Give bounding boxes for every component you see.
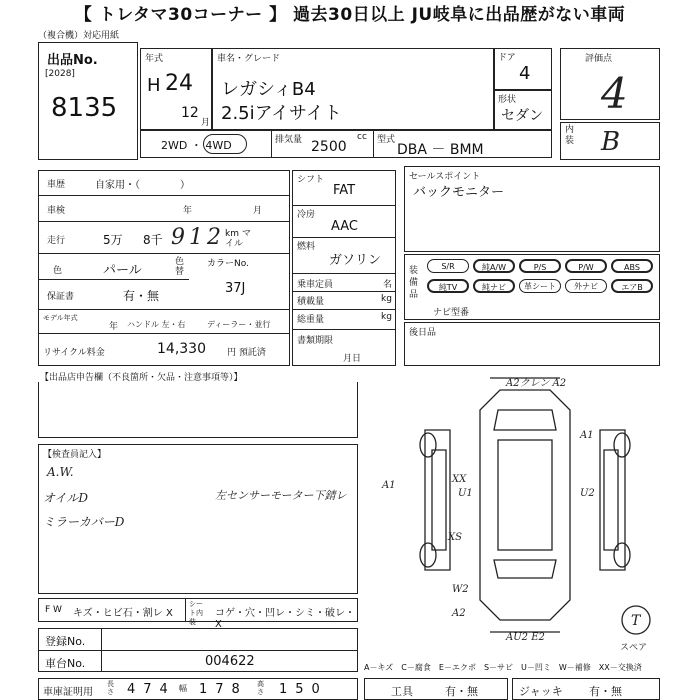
model-year-dealer: ディーラー・並行	[207, 320, 271, 329]
equipment-item: S/R	[427, 259, 469, 273]
damage-legend: A－キズ C－腐食 E－エクボ S－サビ U－凹ミ W－補修 XX－交換済	[364, 663, 642, 672]
equipment-item: P/W	[565, 259, 607, 273]
model-name: レガシィB4	[221, 79, 316, 100]
equipment-box	[404, 254, 660, 320]
sales-point-box	[404, 166, 660, 252]
model-grade: 2.5iアイサイト	[221, 103, 342, 124]
height-value: 150	[279, 682, 328, 697]
tools-box	[364, 678, 508, 700]
fuel-label: 燃料	[297, 242, 316, 252]
lot-number: 8135	[51, 93, 118, 123]
year-box	[140, 48, 212, 130]
wheel-rr	[614, 543, 630, 567]
body-value: セダン	[501, 108, 544, 124]
inspector-box	[38, 444, 358, 594]
jack-label: ジャッキ	[519, 685, 563, 698]
sales-point-label: セールスポイント	[409, 172, 481, 182]
inspector-note-1: A.W.	[47, 465, 74, 479]
warranty-value: 有・無	[123, 289, 160, 303]
body-box	[494, 90, 552, 130]
model-year-handle: ハンドル 左・右	[127, 320, 186, 329]
ac-value: AAC	[331, 219, 358, 234]
interior-label: 内装	[565, 125, 575, 146]
height-label: 高さ	[257, 680, 264, 696]
doors-value: 4	[519, 63, 531, 84]
tools-label: 工具	[391, 685, 413, 698]
equipment-item: 純TV	[427, 279, 469, 293]
wheel-rl	[420, 543, 436, 567]
wheel-fl	[420, 433, 436, 457]
fw-row	[38, 598, 358, 630]
interior-box	[560, 122, 660, 160]
history-label: 車歴	[47, 180, 66, 190]
model-code-label: 型式	[377, 135, 396, 145]
jack-box	[512, 678, 660, 700]
shift-value: FAT	[333, 183, 356, 198]
car-rear-window	[494, 560, 556, 578]
model-year-label: モデル年式	[43, 314, 78, 322]
inspection-label: 車検	[47, 206, 66, 216]
length-value: 474	[127, 682, 176, 697]
model-label: 車名・グレード	[217, 54, 281, 64]
inspector-note-2: オイルD	[43, 491, 89, 505]
inspection-month: 月	[253, 206, 263, 216]
equipment-item: P/S	[519, 259, 561, 273]
mark-a1-right: A1	[580, 430, 594, 441]
nav-label: ナビ型番	[433, 308, 470, 318]
equipment-item: 革シート	[519, 279, 561, 293]
equipment-item: 純A/W	[473, 259, 515, 273]
shift-label: シフト	[297, 175, 325, 185]
mileage-man: 5万	[103, 233, 123, 247]
inspector-label: 【検査員記入】	[43, 450, 107, 460]
year-month: 12	[181, 105, 199, 121]
displacement-value: 2500	[311, 139, 347, 155]
color-change: 色替	[175, 257, 185, 277]
weight-label: 総重量	[297, 315, 325, 325]
mark-u2: U2	[580, 488, 595, 499]
weight-unit: kg	[381, 312, 392, 322]
mileage-hand-value: 912	[171, 225, 225, 250]
tools-value: 有・無	[445, 685, 478, 698]
capacity-unit: 名	[383, 280, 393, 290]
doors-box	[494, 48, 552, 90]
mark-a1-left: A1	[382, 480, 396, 491]
mark-a2-bottom: A2	[452, 608, 466, 619]
mark-xs: XS	[448, 532, 462, 543]
mark-bottom: AU2 E2	[506, 632, 545, 643]
middle-info-table	[292, 170, 396, 366]
equipment-label: 装備品	[409, 266, 419, 300]
mark-u1: U1	[458, 488, 473, 499]
doors-label: ドア	[498, 53, 516, 63]
dimension-row	[38, 678, 358, 700]
equipment-item: ABS	[611, 259, 653, 273]
jack-value: 有・無	[589, 685, 622, 698]
wheel-fr	[614, 433, 630, 457]
seat-items: コゲ・穴・凹レ・シミ・破レ・X	[215, 608, 355, 630]
year-value: 24	[165, 71, 193, 96]
mileage-label: 走行	[47, 236, 66, 246]
displacement-unit: cc	[357, 132, 367, 142]
subheader: （複合機）対応用紙	[38, 31, 120, 41]
mark-top: A2クレン A2	[506, 378, 567, 389]
car-windshield	[494, 410, 556, 430]
fw-items: キズ・ヒビ石・割レ X	[73, 608, 173, 619]
inspection-year: 年	[183, 206, 193, 216]
seller-note-box	[38, 382, 358, 438]
ac-label: 冷房	[297, 210, 316, 220]
year-label: 年式	[145, 54, 164, 64]
banner-title: 【 トレタマ30コーナー 】 過去30日以上 JU岐阜に出品歴がない車両	[0, 0, 700, 30]
inspector-right-note: 左センサーモーター下錆レ	[215, 489, 347, 502]
color-label: 色	[53, 266, 63, 276]
score-box	[560, 48, 660, 120]
drive-selected-circle	[203, 134, 247, 154]
score-label: 評価点	[585, 54, 613, 64]
width-label: 幅	[179, 684, 187, 693]
mark-w2: W2	[452, 584, 469, 595]
docs-unit: 月日	[343, 354, 362, 364]
score-value: 4	[601, 69, 628, 118]
seller-note-label: 【出品店申告欄（不良箇所・欠品・注意事項等）】	[40, 373, 243, 383]
aftermarket-box	[404, 322, 660, 366]
length-label: 長さ	[107, 680, 114, 696]
left-info-table	[38, 170, 290, 366]
color-value: パール	[103, 263, 142, 278]
car-roof	[498, 440, 552, 550]
interior-value: B	[601, 127, 621, 157]
equipment-item: 純ナビ	[473, 279, 515, 293]
drive-row	[140, 130, 552, 158]
load-label: 積載量	[297, 297, 325, 307]
mileage-sen: 8千	[143, 233, 163, 247]
equipment-item: 外ナビ	[565, 279, 607, 293]
docs-label: 書類期限	[297, 336, 334, 346]
capacity-label: 乗車定員	[297, 280, 334, 290]
model-code-value: DBA － BMM	[397, 142, 484, 158]
car-body-outline	[480, 390, 570, 620]
color-code-label: カラーNo.	[207, 259, 249, 269]
recycle-value: 14,330	[157, 341, 206, 357]
recycle-label: リサイクル料金	[43, 348, 105, 358]
car-diagram	[380, 370, 680, 660]
year-era: H	[147, 75, 161, 96]
seat-label: シート内装	[189, 600, 203, 626]
mark-t: T	[631, 613, 641, 629]
warranty-label: 保証書	[47, 292, 75, 302]
chassis-value: 004622	[205, 654, 255, 669]
model-year-year: 年	[109, 322, 119, 332]
model-box	[212, 48, 494, 130]
chassis-label: 車台No.	[45, 657, 86, 670]
history-value: 自家用・（ ）	[95, 180, 190, 191]
sales-point-value: バックモニター	[413, 185, 505, 200]
aftermarket-label: 後日品	[409, 328, 437, 338]
spare-label: スペア	[620, 643, 648, 653]
mileage-unit: km マイル	[225, 229, 251, 249]
mark-xx: XX	[452, 474, 467, 485]
recycle-unit: 円 預託済	[227, 348, 266, 358]
year-month-unit: 月	[201, 118, 211, 128]
load-unit: kg	[381, 294, 392, 304]
equipment-item: エアB	[611, 279, 653, 293]
lot-box	[38, 42, 138, 160]
lot-tag: [2028]	[45, 69, 75, 79]
displacement-label: 排気量	[275, 135, 303, 145]
reg-box	[38, 628, 358, 672]
fw-label: F W	[45, 605, 62, 615]
fuel-value: ガソリン	[329, 253, 382, 268]
color-code: 37J	[225, 281, 246, 296]
drive-options: 2WD ・ 4WD	[161, 139, 232, 152]
reg-label: 登録No.	[45, 635, 86, 648]
dimension-label: 車庫証明用	[43, 687, 93, 698]
width-value: 178	[199, 682, 248, 697]
inspector-note-3: ミラーカバーD	[43, 515, 125, 529]
body-label: 形状	[498, 95, 517, 105]
lot-label: 出品No.	[47, 53, 98, 68]
